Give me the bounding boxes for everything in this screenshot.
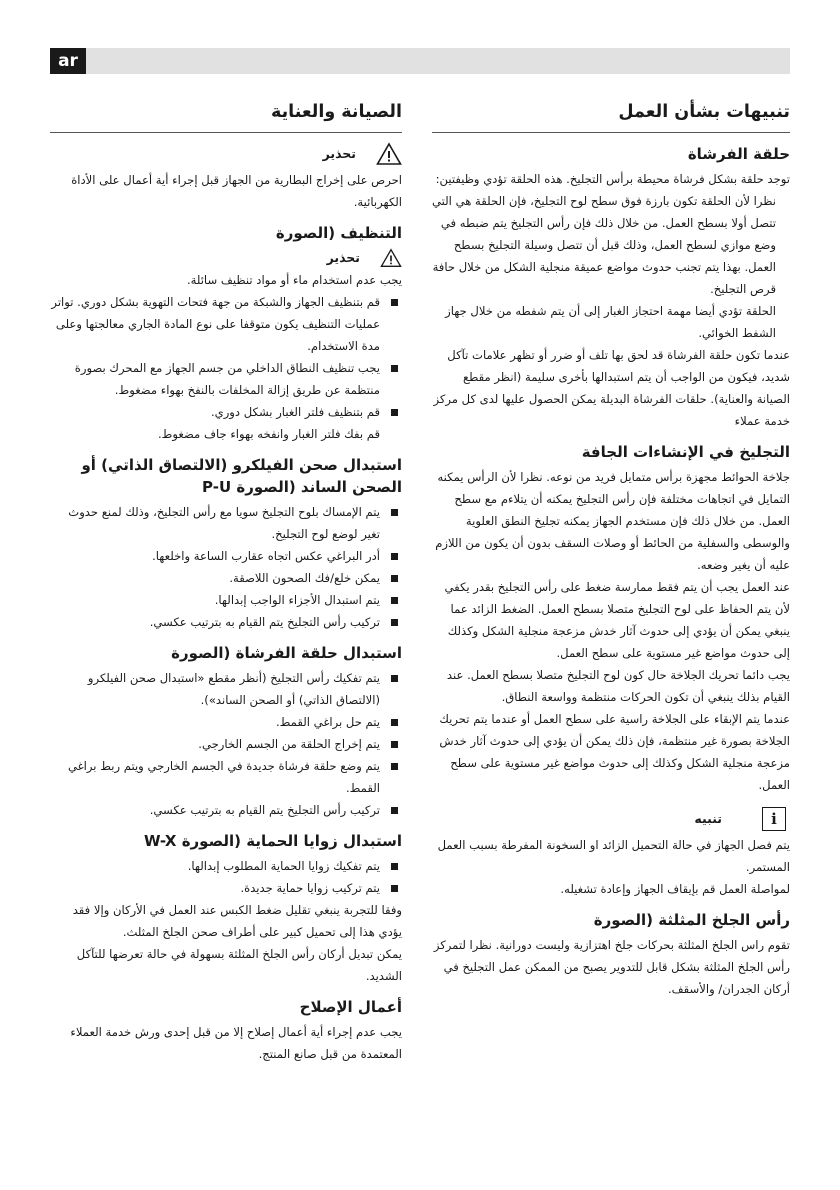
brush-ring-title: حلقة الفرشاة bbox=[687, 145, 790, 163]
brush-ring-p3: عندما تكون حلقة الفرشاة قد لحق بها تلف أو ضرر أو تظهر علامات تآكل شديد، فيكون من الواجب أن يتم استبدالها بأخرى سليمة (انظر مقطع الصيانة والعناية). حلقات الفرشاة البديلة يمكن الحصول عليها لدى كل مركز خدمة عملاء bbox=[433, 348, 790, 428]
velcro-section bbox=[50, 454, 402, 633]
dry-grinding-p4: عندما يتم الإبقاء على الجلاخة راسية على سطح العمل أو عندما يتم تحريك الجلاخة بصورة غير منتظمة، فإن ذلك يمكن أن يؤدي إلى حدوث آثار خدش مزعجة منجلية الشكل وكذلك إلى حدوث مواضع غير مستوية على سطح العمل. bbox=[439, 712, 790, 792]
brush-replace-section bbox=[50, 642, 402, 821]
dry-grinding-p1: جلاخة الحوائط مجهزة برأس متمايل فريد من نوعه. نظرا لأن الرأس يمكنه التمايل في اتجاهات مختلفة فإن رأس التجليخ يمكنه أن يتلاءم مع سطح العمل. من خلال ذلك فإن مستخدم الجهاز يمكنه تجليخ النطق العلوية والوسطى والسفلية من الحائط أو وصلات السقف بدون أن يكون من اللازم عليه أن يغير وضعه. bbox=[435, 470, 790, 572]
velcro-title-line2: الصحن الساند (الصورة P-U bbox=[202, 478, 402, 496]
list-item: يتم حل براغي القمط. bbox=[50, 711, 402, 733]
list-item: يتم وضع حلقة فرشاة جديدة في الجسم الخارجي ويتم ربط براغي القمط. bbox=[50, 755, 402, 799]
cleaning-warning-header bbox=[50, 247, 402, 269]
list-item: يتم تفكيك رأس التجليخ (أنظر مقطع «استبدال صحن الفيلكرو (الالتصاق الذاتي) أو الصحن الساند»). bbox=[50, 667, 402, 711]
warning-triangle-icon bbox=[380, 248, 402, 268]
dry-grinding-title: التجليخ في الإنشاءات الجافة bbox=[581, 443, 790, 461]
cleaning-section bbox=[50, 222, 402, 445]
triangle-head-title: رأس الجلخ المثلثة (الصورة bbox=[593, 911, 790, 929]
notice-p1: يتم فصل الجهاز في حالة التحميل الزائد او السخونة المفرطة بسبب العمل المستمر. bbox=[437, 838, 790, 874]
velcro-title-line1: استبدال صحن الفيلكرو (الالتصاق الذاتي) أو bbox=[81, 456, 402, 474]
cleaning-warning-label: تحذير bbox=[326, 250, 360, 265]
brush-ring-section bbox=[432, 143, 790, 432]
warning-triangle-icon bbox=[376, 142, 402, 166]
cleaning-intro: يجب عدم استخدام ماء أو مواد تنظيف سائلة. bbox=[186, 273, 402, 287]
dry-grinding-p2: عند العمل يجب أن يتم فقط ممارسة ضغط على رأس التجليخ بقدر يكفي لأن يتم الحفاظ على لوح التجليخ متصلا بسطح العمل. الضغط الزائد عما ينبغي يمكن أن يؤدي إلى حدوث آثار خدش مزعجة منجلية الشكل وكذلك إلى حدوث مواضع غير مستوية على سطح العمل. bbox=[444, 580, 790, 660]
info-icon: i bbox=[762, 807, 786, 831]
brush-replace-list bbox=[50, 667, 402, 821]
list-item: قم بتنظيف فلتر الغبار بشكل دوري. bbox=[50, 401, 402, 423]
brush-replace-title: استبدال حلقة الفرشاة (الصورة bbox=[171, 644, 402, 662]
list-item: يمكن خلع/فك الصحون اللاصقة. bbox=[50, 567, 402, 589]
corners-section bbox=[50, 830, 402, 987]
language-tag: ar bbox=[50, 48, 86, 74]
list-item: تركيب رأس التجليخ يتم القيام به بترتيب عكسي. bbox=[50, 799, 402, 821]
cleaning-tail: قم بفك فلتر الغبار وانفخه بهواء جاف مضغوط. bbox=[158, 427, 380, 441]
notice-label: تنبيه bbox=[694, 811, 722, 826]
list-item: يتم تفكيك زوايا الحماية المطلوب إبدالها. bbox=[50, 855, 402, 877]
header-bar bbox=[86, 48, 790, 74]
list-item: أدر البراغي عكس اتجاه عقارب الساعة واخلعها. bbox=[50, 545, 402, 567]
brush-ring-p2: الحلقة تؤدي أيضا مهمة احتجاز الغبار إلى أن يتم شفطه من خلال جهاز الشفط الخوائي. bbox=[445, 304, 776, 340]
warning-header bbox=[50, 139, 402, 169]
velcro-list bbox=[50, 501, 402, 633]
cleaning-list bbox=[50, 291, 402, 423]
corners-p2: يمكن تبديل أركان رأس الجلخ المثلثة بسهولة في حالة تعرضها للتآكل الشديد. bbox=[76, 947, 402, 983]
list-item: يتم الإمساك بلوح التجليخ سويا مع رأس التجليخ، وذلك لمنع حدوث تغير لوضع لوح التجليخ. bbox=[50, 501, 402, 545]
dry-grinding-p3: يجب دائما تحريك الجلاخة حال كون لوح التجليخ متصلا بسطح العمل. عند القيام بذلك ينبغي أن تكون الحركات منتظمة وواسعة النطاق. bbox=[446, 668, 790, 704]
notice-p2: لمواصلة العمل قم بإيقاف الجهاز وإعادة تشغيله. bbox=[560, 882, 790, 896]
maintenance-title: الصيانة والعناية bbox=[50, 98, 402, 133]
warning-label: تحذير bbox=[322, 146, 356, 161]
list-item: يتم إخراج الحلقة من الجسم الخارجي. bbox=[50, 733, 402, 755]
maintenance-column bbox=[50, 98, 402, 1065]
list-item: يجب تنظيف النطاق الداخلي من جسم الجهاز مع المحرك بصورة منتظمة عن طريق إزالة المخلفات بالنفخ بهواء مضغوط. bbox=[50, 357, 402, 401]
notice-header bbox=[432, 804, 790, 834]
notice-box bbox=[432, 804, 790, 900]
work-instructions-title: تنبيهات بشأن العمل bbox=[432, 98, 790, 133]
dry-grinding-section bbox=[432, 441, 790, 796]
triangle-head-section bbox=[432, 909, 790, 1000]
brush-ring-intro: توجد حلقة بشكل فرشاة محيطة برأس التجليخ. هذه الحلقة تؤدي وظيفتين: bbox=[435, 172, 790, 186]
list-item: يتم تركيب زوايا حماية جديدة. bbox=[50, 877, 402, 899]
corners-title: استبدال زوايا الحماية (الصورة W-X bbox=[144, 832, 402, 850]
brush-ring-p1: نظرا لأن الحلقة تكون بارزة فوق سطح لوح التجليخ، فإن الحلقة هي التي تتصل أولا بسطح العمل. من خلال ذلك فإن رأس التجليخ يتم ضبطه في وضع موازي لسطح العمل، وذلك قبل أن تتصل وسيلة التجليخ بسطح العمل. بهذا يتم تجنب حدوث مواضع عميقة منجلية الشكل من خلال حافة قرص التجليخ. bbox=[431, 194, 776, 296]
list-item: يتم استبدال الأجزاء الواجب إبدالها. bbox=[50, 589, 402, 611]
list-item: تركيب رأس التجليخ يتم القيام به بترتيب عكسي. bbox=[50, 611, 402, 633]
corners-p1: وفقا للتجربة ينبغي تقليل ضغط الكبس عند العمل في الأركان وإلا فقد يؤدي هذا إلى تحميل كبير على أطراف صحن الجلخ المثلث. bbox=[72, 903, 402, 939]
list-item: قم بتنظيف الجهاز والشبكة من جهة فتحات التهوية بشكل دوري. تواتر عمليات التنظيف يكون متوقفا على نوع المادة الجاري معالجتها وعلى مدة الاستخدام. bbox=[50, 291, 402, 357]
cleaning-title: التنظيف (الصورة bbox=[275, 224, 402, 242]
repair-title: أعمال الإصلاح bbox=[299, 998, 402, 1016]
warning-text: احرص على إخراج البطارية من الجهاز قبل إجراء أية أعمال على الأداة الكهربائية. bbox=[71, 173, 402, 209]
triangle-head-p1: تقوم راس الجلخ المثلثة بحركات جلخ اهتزازية وليست دورانية. نظرا لتمركز رأس الجلخ المثلثة بشكل قابل للتدوير يصبح من الممكن عمل التجليخ في أركان الجدران/ والأسقف. bbox=[433, 938, 790, 996]
repair-section bbox=[50, 996, 402, 1065]
repair-p1: يجب عدم إجراء أية أعمال إصلاح إلا من قبل إحدى ورش خدمة العملاء المعتمدة من قبل صانع المنتج. bbox=[70, 1025, 402, 1061]
corners-list bbox=[50, 855, 402, 899]
work-instructions-column bbox=[432, 98, 790, 1000]
